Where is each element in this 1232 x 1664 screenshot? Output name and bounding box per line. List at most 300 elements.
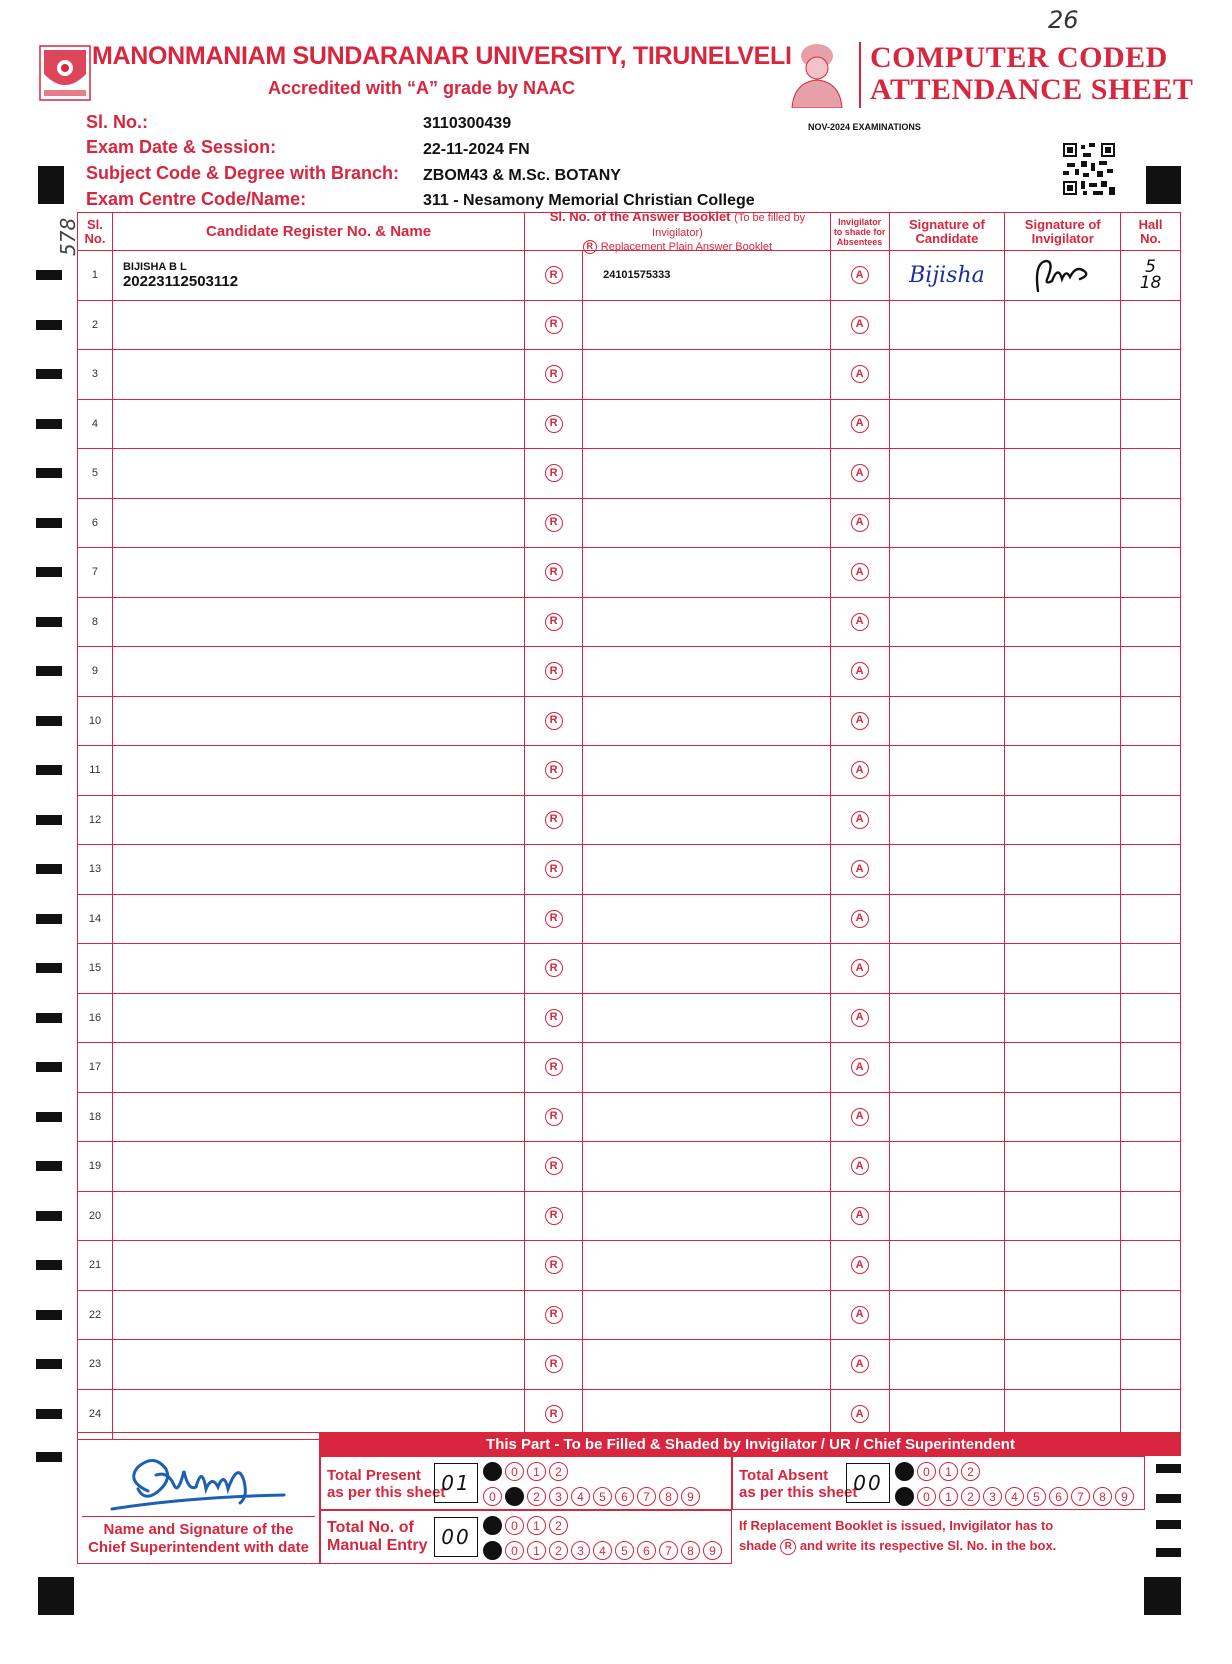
digit-bubble[interactable]: 0 <box>917 1487 936 1506</box>
manual-entry-label-line2: Manual Entry <box>327 1537 428 1554</box>
row-invigilator-signature-cell[interactable] <box>1005 746 1121 795</box>
shaded-bubble[interactable] <box>483 1462 502 1481</box>
row-hall-cell[interactable] <box>1121 598 1180 647</box>
row-sl-no <box>78 598 113 647</box>
row-sl-no <box>78 944 113 993</box>
row-booklet-cell[interactable] <box>583 499 831 548</box>
absent-bubble[interactable]: A <box>851 761 869 779</box>
row-booklet-cell[interactable] <box>583 1340 831 1389</box>
chief-superintendent-signature <box>108 1451 288 1515</box>
absent-bubble[interactable]: A <box>851 1009 869 1027</box>
timing-mark <box>36 369 62 379</box>
row-invigilator-signature-cell[interactable] <box>1005 1142 1121 1191</box>
row-booklet-cell[interactable] <box>583 697 831 746</box>
digit-bubble[interactable]: 5 <box>1027 1487 1046 1506</box>
row-invigilator-signature-cell[interactable] <box>1005 697 1121 746</box>
header-absentee-line2: to shade for <box>833 226 886 237</box>
registration-mark <box>38 166 64 204</box>
replacement-bubble[interactable]: R <box>545 415 563 433</box>
timing-mark <box>36 468 62 478</box>
table-row <box>78 400 1180 450</box>
shaded-bubble[interactable] <box>895 1487 914 1506</box>
row-hall-cell[interactable] <box>1121 548 1180 597</box>
row-hall-cell[interactable] <box>1121 697 1180 746</box>
row-invigilator-signature-cell[interactable] <box>1005 1291 1121 1340</box>
absent-bubble[interactable]: A <box>851 415 869 433</box>
digit-bubble[interactable]: 4 <box>593 1541 612 1560</box>
row-booklet-cell[interactable] <box>583 647 831 696</box>
row-sl-no <box>78 301 113 350</box>
digit-bubble[interactable]: 3 <box>549 1487 568 1506</box>
table-row <box>78 1340 1180 1390</box>
replacement-bubble[interactable]: R <box>545 1405 563 1423</box>
digit-bubble[interactable]: 5 <box>615 1541 634 1560</box>
row-booklet-cell[interactable] <box>583 994 831 1043</box>
total-present-unit-bubbles <box>483 1487 700 1506</box>
row-booklet-cell[interactable] <box>583 1142 831 1191</box>
digit-bubble[interactable]: 4 <box>571 1487 590 1506</box>
row-hall-cell[interactable] <box>1121 350 1180 399</box>
qr-code <box>1063 143 1115 195</box>
attendance-table <box>77 208 1181 1440</box>
row-sl-no-text: 6 <box>91 516 99 529</box>
row-candidate-signature-cell[interactable] <box>890 400 1006 449</box>
row-sl-no-text: 4 <box>91 417 99 430</box>
row-candidate-signature-cell[interactable] <box>890 1192 1006 1241</box>
row-sl-no <box>78 1192 113 1241</box>
table-row <box>78 796 1180 846</box>
row-candidate-cell <box>113 1340 525 1389</box>
row-invigilator-signature-cell[interactable] <box>1005 1192 1121 1241</box>
row-hall-cell[interactable] <box>1121 301 1180 350</box>
row-absentee-cell <box>831 548 890 597</box>
row-invigilator-signature-cell[interactable] <box>1005 895 1121 944</box>
table-row <box>78 1093 1180 1143</box>
sheet-title-line1: COMPUTER CODED <box>870 41 1168 74</box>
replacement-bubble[interactable]: R <box>545 1256 563 1274</box>
timing-mark <box>36 518 62 528</box>
replacement-bubble[interactable]: R <box>545 811 563 829</box>
total-absent-tens-bubbles <box>895 1462 980 1481</box>
row-absentee-cell <box>831 1241 890 1290</box>
subject-value: ZBOM43 & M.Sc. BOTANY <box>423 167 621 184</box>
candidate-signature: Bijisha <box>909 262 985 288</box>
row-booklet-cell[interactable] <box>583 1291 831 1340</box>
table-row <box>78 845 1180 895</box>
row-sl-no <box>78 746 113 795</box>
header-signature-candidate <box>890 213 1006 250</box>
row-replacement-cell <box>525 1093 583 1142</box>
table-row <box>78 944 1180 994</box>
row-invigilator-signature-cell[interactable] <box>1005 796 1121 845</box>
row-hall-cell[interactable] <box>1121 994 1180 1043</box>
row-candidate-signature-cell[interactable] <box>890 499 1006 548</box>
row-hall-cell[interactable] <box>1121 499 1180 548</box>
replacement-bubble[interactable]: R <box>545 860 563 878</box>
table-row <box>78 647 1180 697</box>
digit-bubble[interactable]: 1 <box>527 1462 546 1481</box>
absent-bubble[interactable]: A <box>851 613 869 631</box>
row-candidate-cell <box>113 746 525 795</box>
row-absentee-cell <box>831 1340 890 1389</box>
replacement-bubble[interactable]: R <box>545 761 563 779</box>
chief-label-line1: Name and Signature of the <box>103 1521 294 1538</box>
digit-bubble[interactable]: 1 <box>527 1541 546 1560</box>
row-booklet-cell[interactable] <box>583 1192 831 1241</box>
row-candidate-signature-cell[interactable] <box>890 796 1006 845</box>
page-number: 26 <box>1048 6 1079 34</box>
registration-mark <box>1146 166 1181 204</box>
row-candidate-signature-cell[interactable] <box>890 1291 1006 1340</box>
digit-bubble[interactable]: 3 <box>571 1541 590 1560</box>
row-hall-cell[interactable] <box>1121 746 1180 795</box>
row-booklet-cell[interactable] <box>583 251 831 300</box>
absent-bubble[interactable]: A <box>851 811 869 829</box>
row-sl-no <box>78 1093 113 1142</box>
row-hall-cell[interactable] <box>1121 251 1180 300</box>
table-row <box>78 1043 1180 1093</box>
digit-bubble[interactable]: 1 <box>939 1462 958 1481</box>
replacement-symbol-icon: R <box>780 1539 796 1555</box>
row-sl-no-text: 14 <box>88 912 102 925</box>
absent-bubble[interactable]: A <box>851 860 869 878</box>
row-sl-no-text: 24 <box>88 1408 102 1421</box>
header-hall-line2: No. <box>1140 230 1162 246</box>
row-replacement-cell <box>525 796 583 845</box>
row-candidate-signature-cell[interactable] <box>890 1142 1006 1191</box>
row-booklet-cell[interactable] <box>583 944 831 993</box>
row-sl-no <box>78 1340 113 1389</box>
row-booklet-cell[interactable] <box>583 548 831 597</box>
digit-bubble[interactable]: 2 <box>549 1541 568 1560</box>
table-row <box>78 499 1180 549</box>
digit-bubble[interactable]: 0 <box>483 1487 502 1506</box>
row-booklet-cell[interactable] <box>583 845 831 894</box>
digit-bubble[interactable]: 7 <box>637 1487 656 1506</box>
absent-bubble[interactable]: A <box>851 1207 869 1225</box>
row-candidate-signature-cell[interactable] <box>890 1043 1006 1092</box>
absent-bubble[interactable]: A <box>851 1405 869 1423</box>
timing-mark <box>36 963 62 973</box>
row-booklet-cell[interactable] <box>583 796 831 845</box>
absent-bubble[interactable]: A <box>851 266 869 284</box>
row-booklet-cell[interactable] <box>583 746 831 795</box>
row-invigilator-signature-cell[interactable] <box>1005 548 1121 597</box>
digit-bubble[interactable]: 1 <box>527 1516 546 1535</box>
digit-bubble[interactable]: 1 <box>505 1487 524 1506</box>
digit-bubble[interactable]: 8 <box>1093 1487 1112 1506</box>
digit-bubble[interactable]: 5 <box>593 1487 612 1506</box>
table-header <box>78 208 1180 253</box>
total-absent-label-line1: Total Absent <box>739 1467 829 1484</box>
replacement-bubble[interactable]: R <box>545 613 563 631</box>
row-booklet-cell[interactable] <box>583 895 831 944</box>
total-absent-value[interactable]: 00 <box>846 1463 890 1503</box>
row-absentee-cell <box>831 499 890 548</box>
replacement-bubble[interactable]: R <box>545 266 563 284</box>
row-replacement-cell <box>525 697 583 746</box>
row-hall-cell[interactable] <box>1121 1291 1180 1340</box>
header-absentee-line3: Absentees <box>836 236 883 247</box>
row-sl-no-text: 22 <box>88 1308 102 1321</box>
row-candidate-signature-cell[interactable] <box>890 1340 1006 1389</box>
row-absentee-cell <box>831 1291 890 1340</box>
row-invigilator-signature-cell[interactable] <box>1005 1093 1121 1142</box>
absent-bubble[interactable]: A <box>851 1355 869 1373</box>
row-candidate-signature-cell[interactable] <box>890 647 1006 696</box>
replacement-bubble[interactable]: R <box>545 662 563 680</box>
row-candidate-signature-cell[interactable] <box>890 251 1006 300</box>
row-sl-no <box>78 895 113 944</box>
digit-bubble[interactable]: 1 <box>939 1487 958 1506</box>
header-hall-line1: Hall <box>1138 216 1163 232</box>
row-hall-cell[interactable] <box>1121 1340 1180 1389</box>
timing-mark <box>36 1161 62 1171</box>
timing-mark <box>36 320 62 330</box>
row-candidate-signature-cell[interactable] <box>890 895 1006 944</box>
timing-mark <box>36 567 62 577</box>
replacement-bubble[interactable]: R <box>545 1058 563 1076</box>
shaded-bubble[interactable] <box>483 1516 502 1535</box>
table-row <box>78 994 1180 1044</box>
row-hall-cell[interactable] <box>1121 845 1180 894</box>
timing-mark <box>36 666 62 676</box>
digit-bubble[interactable]: 8 <box>659 1487 678 1506</box>
row-sl-no <box>78 400 113 449</box>
digit-bubble[interactable]: 9 <box>681 1487 700 1506</box>
row-hall-cell[interactable] <box>1121 449 1180 498</box>
digit-bubble[interactable]: 8 <box>681 1541 700 1560</box>
subject-label: Subject Code & Degree with Branch: <box>86 163 400 183</box>
absent-bubble[interactable]: A <box>851 1157 869 1175</box>
row-booklet-cell[interactable] <box>583 1043 831 1092</box>
row-invigilator-signature-cell[interactable] <box>1005 647 1121 696</box>
row-invigilator-signature-cell[interactable] <box>1005 944 1121 993</box>
replacement-bubble[interactable]: R <box>545 1009 563 1027</box>
row-hall-cell[interactable] <box>1121 1093 1180 1142</box>
manual-entry-value[interactable]: 00 <box>434 1517 478 1557</box>
row-absentee-cell <box>831 697 890 746</box>
header-sig-cand-line1: Signature of <box>908 216 985 232</box>
total-absent-unit-bubbles <box>895 1487 1134 1506</box>
row-candidate-signature-cell[interactable] <box>890 746 1006 795</box>
row-hall-cell[interactable] <box>1121 796 1180 845</box>
timing-mark <box>1156 1548 1181 1557</box>
row-candidate-signature-cell[interactable] <box>890 548 1006 597</box>
row-absentee-cell <box>831 1142 890 1191</box>
table-row <box>78 301 1180 351</box>
timing-mark <box>36 815 62 825</box>
row-booklet-cell[interactable] <box>583 301 831 350</box>
header-booklet-note: (To be filled by Invigilator) <box>652 211 806 239</box>
replacement-bubble[interactable]: R <box>545 1355 563 1373</box>
row-candidate-cell <box>113 1093 525 1142</box>
replacement-bubble[interactable]: R <box>545 910 563 928</box>
row-candidate-signature-cell[interactable] <box>890 944 1006 993</box>
registration-mark <box>1144 1577 1181 1615</box>
shaded-bubble[interactable] <box>895 1462 914 1481</box>
digit-bubble[interactable]: 2 <box>961 1487 980 1506</box>
absent-bubble[interactable]: A <box>851 563 869 581</box>
replacement-bubble[interactable]: R <box>545 1207 563 1225</box>
row-candidate-cell <box>113 251 525 300</box>
digit-bubble[interactable]: 3 <box>983 1487 1002 1506</box>
row-invigilator-signature-cell[interactable] <box>1005 1340 1121 1389</box>
total-present-label-line2: as per this sheet <box>327 1484 446 1501</box>
header-sig-cand-line2: Candidate <box>915 230 979 246</box>
chief-label-line2: Chief Superintendent with date <box>88 1539 309 1556</box>
digit-bubble[interactable]: 4 <box>1005 1487 1024 1506</box>
timing-mark <box>36 1359 62 1369</box>
row-booklet-cell[interactable] <box>583 400 831 449</box>
table-row <box>78 697 1180 747</box>
row-hall-cell[interactable] <box>1121 944 1180 993</box>
digit-bubble[interactable]: 2 <box>527 1487 546 1506</box>
replacement-bubble[interactable]: R <box>545 365 563 383</box>
row-sl-no-text: 11 <box>89 764 101 777</box>
digit-bubble[interactable]: 0 <box>917 1462 936 1481</box>
row-booklet-cell[interactable] <box>583 1241 831 1290</box>
total-present-value[interactable]: 01 <box>434 1463 478 1503</box>
absent-bubble[interactable]: A <box>851 316 869 334</box>
sheet-title <box>870 42 1193 106</box>
row-invigilator-signature-cell[interactable] <box>1005 845 1121 894</box>
timing-mark <box>36 864 62 874</box>
row-sl-no-text: 2 <box>91 318 99 331</box>
replacement-bubble[interactable]: R <box>545 514 563 532</box>
row-candidate-signature-cell[interactable] <box>890 350 1006 399</box>
row-sl-no-text: 13 <box>88 863 102 876</box>
row-candidate-signature-cell[interactable] <box>890 1093 1006 1142</box>
table-row <box>78 895 1180 945</box>
digit-bubble[interactable]: 2 <box>961 1462 980 1481</box>
digit-bubble[interactable]: 2 <box>549 1462 568 1481</box>
digit-bubble[interactable]: 6 <box>615 1487 634 1506</box>
part-banner: This Part - To be Filled & Shaded by Invigilator / UR / Chief Superintendent <box>320 1432 1181 1456</box>
replacement-bubble[interactable]: R <box>545 563 563 581</box>
replacement-bubble[interactable]: R <box>545 1306 563 1324</box>
absent-bubble[interactable]: A <box>851 1108 869 1126</box>
row-sl-no-text: 20 <box>88 1209 102 1222</box>
row-invigilator-signature-cell[interactable] <box>1005 400 1121 449</box>
replacement-bubble[interactable]: R <box>545 1157 563 1175</box>
digit-bubble[interactable]: 6 <box>1049 1487 1068 1506</box>
row-invigilator-signature-cell[interactable] <box>1005 598 1121 647</box>
shaded-bubble[interactable] <box>483 1541 502 1560</box>
row-replacement-cell <box>525 647 583 696</box>
row-candidate-cell <box>113 895 525 944</box>
digit-bubble[interactable]: 9 <box>703 1541 722 1560</box>
row-sl-no-text: 17 <box>88 1061 102 1074</box>
absent-bubble[interactable]: A <box>851 1306 869 1324</box>
row-candidate-cell <box>113 944 525 993</box>
absent-bubble[interactable]: A <box>851 959 869 977</box>
row-candidate-cell <box>113 647 525 696</box>
absent-bubble[interactable]: A <box>851 365 869 383</box>
digit-bubble[interactable]: 7 <box>1071 1487 1090 1506</box>
replacement-bubble[interactable]: R <box>545 464 563 482</box>
row-replacement-cell <box>525 251 583 300</box>
header-booklet-main: Sl. No. of the Answer Booklet <box>549 208 731 224</box>
digit-bubble[interactable]: 0 <box>505 1541 524 1560</box>
replacement-bubble[interactable]: R <box>545 959 563 977</box>
row-invigilator-signature-cell[interactable] <box>1005 251 1121 300</box>
row-hall-cell[interactable] <box>1121 400 1180 449</box>
row-candidate-signature-cell[interactable] <box>890 598 1006 647</box>
row-replacement-cell <box>525 301 583 350</box>
row-candidate-signature-cell[interactable] <box>890 1241 1006 1290</box>
row-hall-cell[interactable] <box>1121 647 1180 696</box>
row-sl-no <box>78 697 113 746</box>
timing-mark <box>36 419 62 429</box>
row-sl-no-text: 5 <box>91 467 99 480</box>
header-booklet <box>525 208 830 253</box>
row-sl-no <box>78 1291 113 1340</box>
row-hall-cell[interactable] <box>1121 1192 1180 1241</box>
row-booklet-cell[interactable] <box>583 350 831 399</box>
row-invigilator-signature-cell[interactable] <box>1005 1043 1121 1092</box>
row-candidate-signature-cell[interactable] <box>890 994 1006 1043</box>
row-hall-cell[interactable] <box>1121 1241 1180 1290</box>
digit-bubble[interactable]: 0 <box>505 1462 524 1481</box>
absent-bubble[interactable]: A <box>851 1058 869 1076</box>
row-candidate-signature-cell[interactable] <box>890 449 1006 498</box>
row-sl-no <box>78 350 113 399</box>
digit-bubble[interactable]: 6 <box>637 1541 656 1560</box>
row-candidate-cell <box>113 1043 525 1092</box>
row-invigilator-signature-cell[interactable] <box>1005 499 1121 548</box>
absent-bubble[interactable]: A <box>851 464 869 482</box>
row-booklet-cell[interactable] <box>583 449 831 498</box>
absent-bubble[interactable]: A <box>851 514 869 532</box>
row-hall-cell[interactable] <box>1121 1043 1180 1092</box>
row-invigilator-signature-cell[interactable] <box>1005 350 1121 399</box>
row-booklet-cell[interactable] <box>583 598 831 647</box>
timing-mark <box>1156 1520 1181 1529</box>
row-invigilator-signature-cell[interactable] <box>1005 449 1121 498</box>
row-invigilator-signature-cell[interactable] <box>1005 994 1121 1043</box>
row-booklet-cell[interactable] <box>583 1093 831 1142</box>
row-candidate-signature-cell[interactable] <box>890 301 1006 350</box>
replacement-bubble[interactable]: R <box>545 316 563 334</box>
replacement-bubble[interactable]: R <box>545 1108 563 1126</box>
row-invigilator-signature-cell[interactable] <box>1005 1241 1121 1290</box>
replacement-bubble[interactable]: R <box>545 712 563 730</box>
absent-bubble[interactable]: A <box>851 910 869 928</box>
row-sl-no-text: 23 <box>88 1358 102 1371</box>
absent-bubble[interactable]: A <box>851 1256 869 1274</box>
row-candidate-signature-cell[interactable] <box>890 845 1006 894</box>
row-replacement-cell <box>525 598 583 647</box>
row-invigilator-signature-cell[interactable] <box>1005 301 1121 350</box>
row-hall-cell[interactable] <box>1121 895 1180 944</box>
row-hall-cell[interactable] <box>1121 1142 1180 1191</box>
row-absentee-cell <box>831 400 890 449</box>
table-row <box>78 1192 1180 1242</box>
absent-bubble[interactable]: A <box>851 662 869 680</box>
row-candidate-signature-cell[interactable] <box>890 697 1006 746</box>
row-sl-no <box>78 647 113 696</box>
digit-bubble[interactable]: 0 <box>505 1516 524 1535</box>
absent-bubble[interactable]: A <box>851 712 869 730</box>
total-absent-panel <box>732 1456 1145 1510</box>
table-row <box>78 1241 1180 1291</box>
candidate-name: BIJISHA B L <box>122 260 187 273</box>
digit-bubble[interactable]: 9 <box>1115 1487 1134 1506</box>
digit-bubble[interactable]: 2 <box>549 1516 568 1535</box>
digit-bubble[interactable]: 7 <box>659 1541 678 1560</box>
booklet-number: 24101575333 <box>603 269 671 282</box>
